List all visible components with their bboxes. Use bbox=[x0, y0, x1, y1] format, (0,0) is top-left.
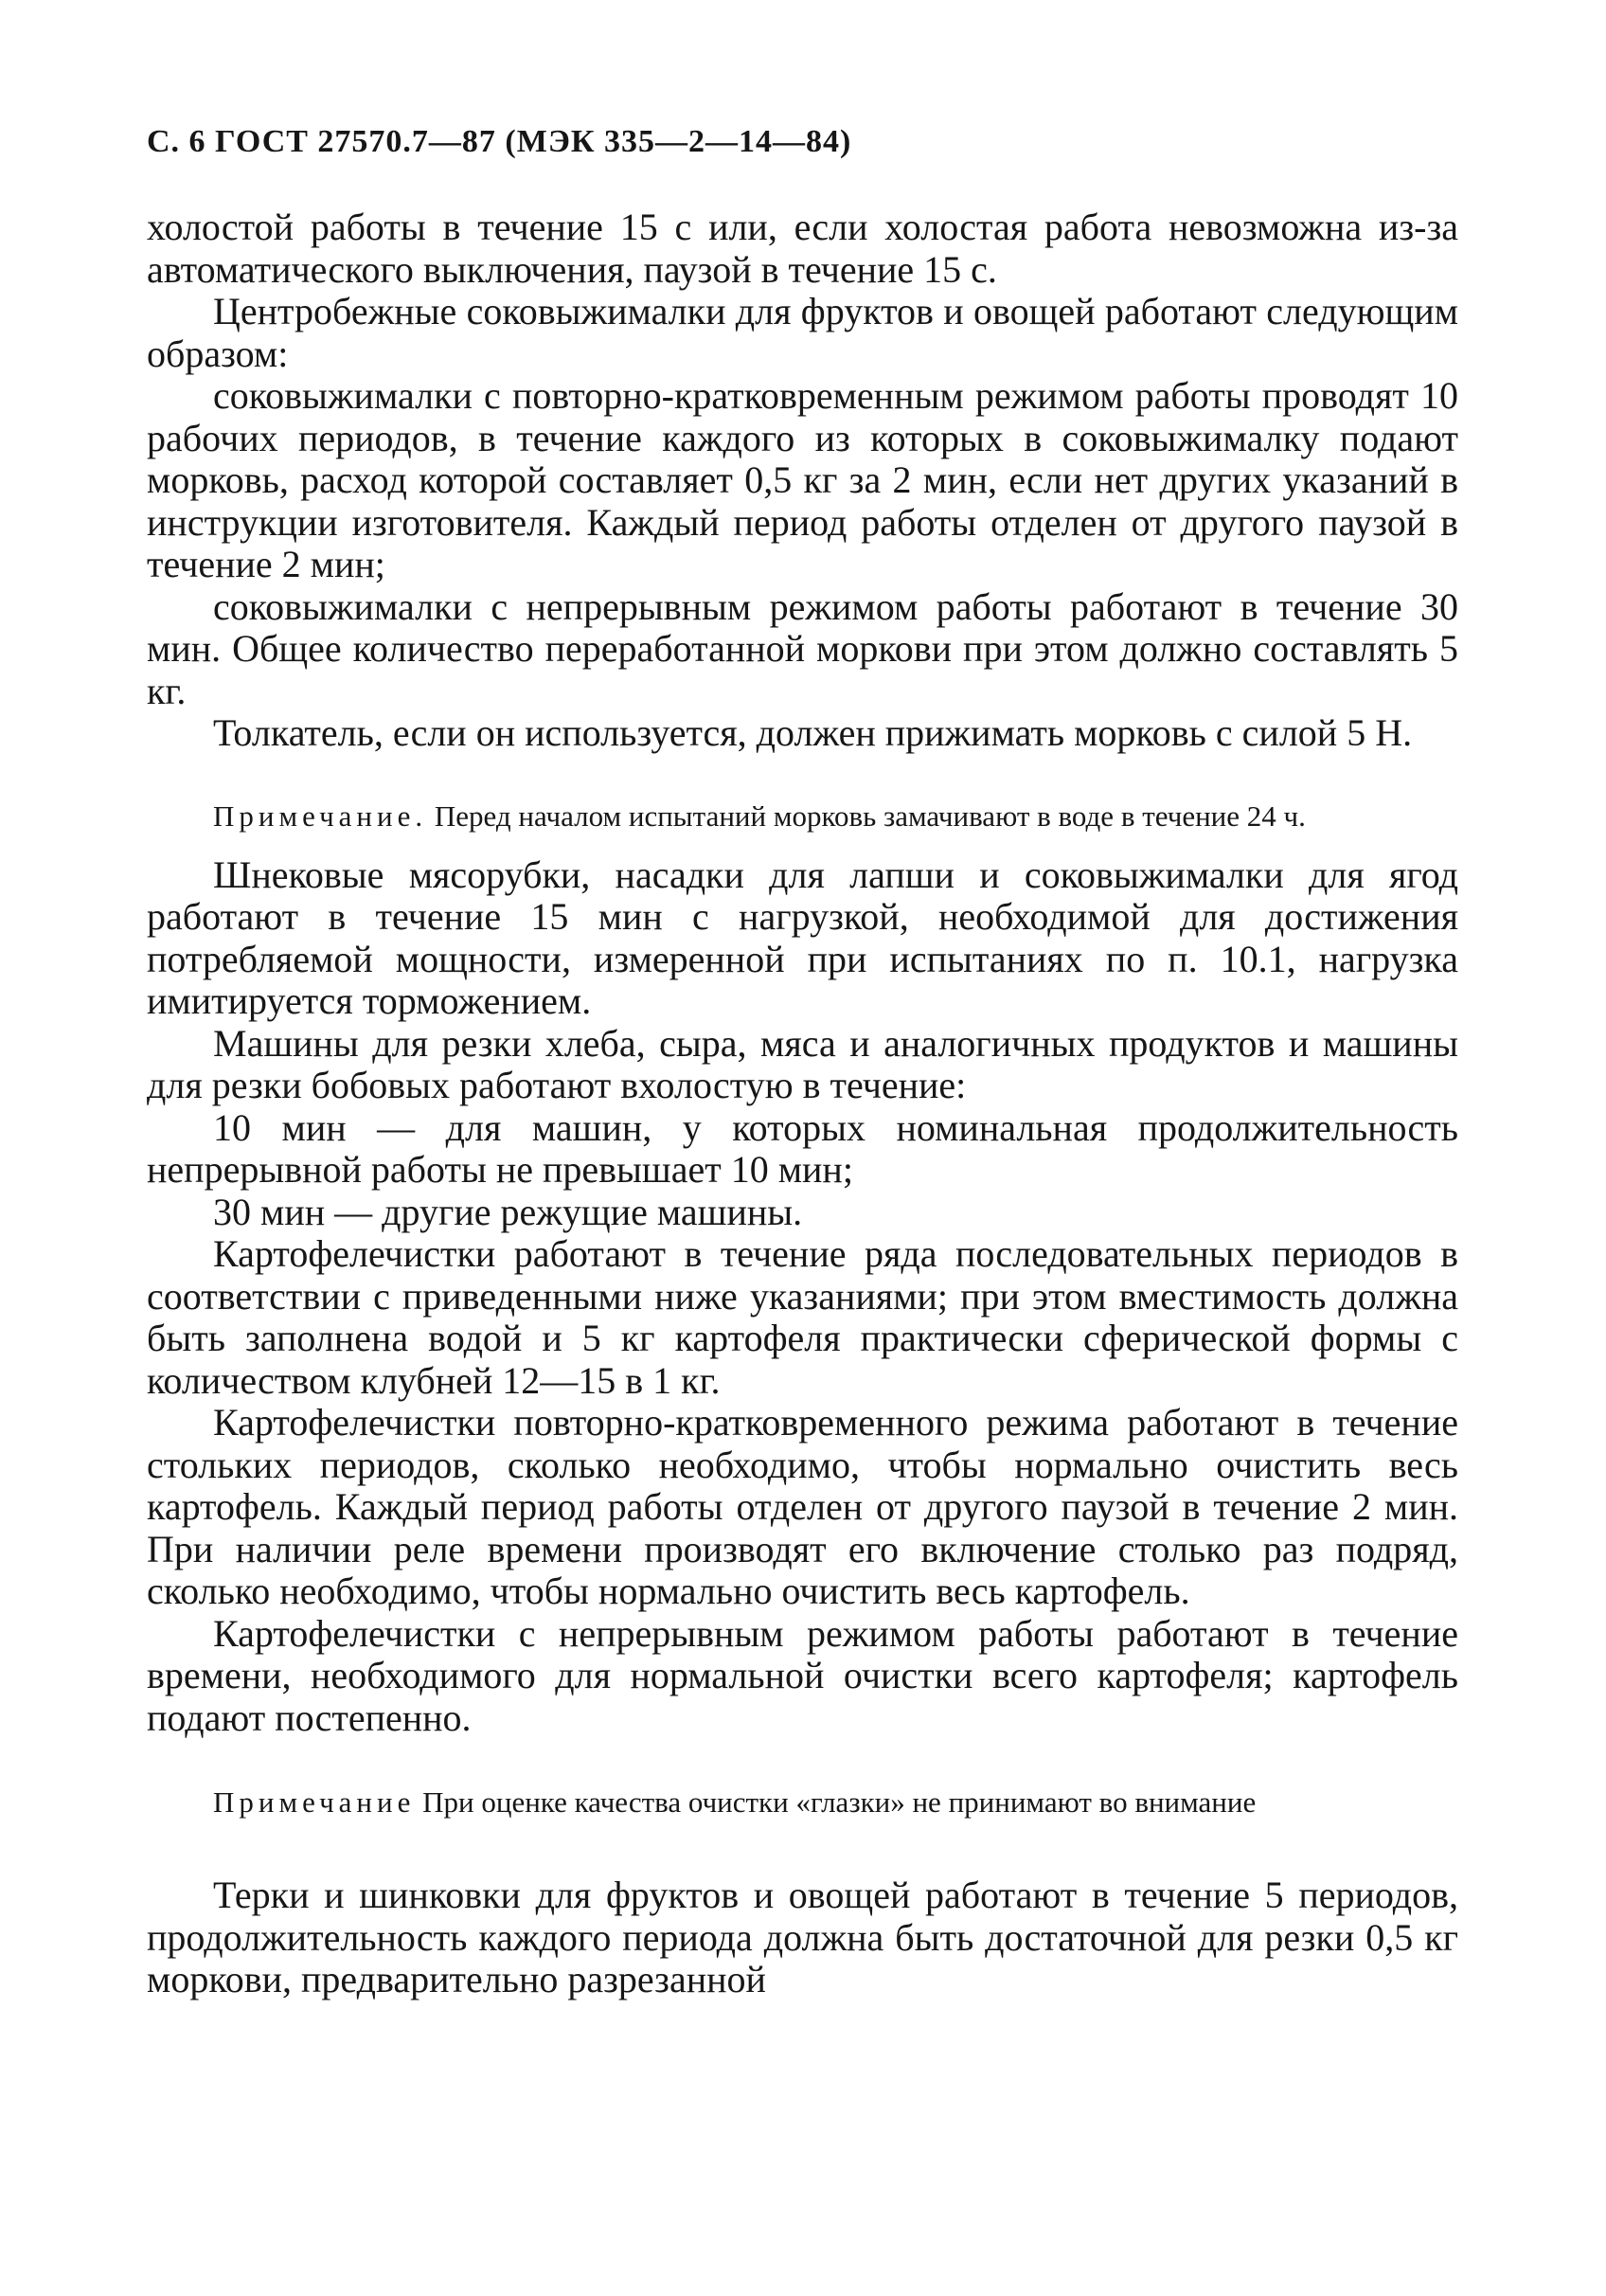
note-carrot-soaking bbox=[147, 798, 1458, 834]
paragraph-screw-mincers: Шнековые мясорубки, насадки для лапши и соковыжималки для ягод работают в течение 15 мин с нагрузкой, необходимой для достижения потребляемой мощности, измеренной при испытаниях по п. 10.1, нагрузка имитируется торможением. bbox=[147, 852, 1458, 1022]
paragraph-pusher: Толкатель, если он используется, должен прижимать морковь с силой 5 Н. bbox=[213, 711, 1413, 754]
paragraph-centrifugal-juicers: Центробежные соковыжималки для фруктов и овощей работают следующим образом: bbox=[147, 290, 1458, 375]
paragraph-continuous-peelers: Картофелечистки с непрерывным режимом работы работают в течение времени, необходимого для нормальной очистки всего картофеля; картофель подают постепенно. bbox=[147, 1611, 1458, 1739]
paragraph-intermittent-juicers: соковыжималки с повторно-кратковременным режимом работы проводят 10 рабочих периодов, в течение каждого из которых в соковыжималку подают морковь, расход которой составляет 0,5 кг за 2 мин, если нет других указаний в инструкции изготовителя. Каждый период работы отделен от другого паузой в течение 2 мин; bbox=[147, 374, 1458, 585]
page-header: С. 6 ГОСТ 27570.7—87 (МЭК 335—2—14—84) bbox=[147, 124, 852, 159]
paragraph-continuation: холостой работы в течение 15 с или, если холостая работа невозможна из-за автоматического выключения, паузой в течение 15 с. bbox=[147, 206, 1458, 291]
paragraph-potato-peelers: Картофелечистки работают в течение ряда последовательных периодов в соответствии с приведенными ниже указаниями; при этом вместимость должна быть заполнена водой и 5 кг картофеля практически сферической формы с количеством клубней 12—15 в 1 кг. bbox=[147, 1232, 1458, 1402]
note-label: Примечание. bbox=[213, 798, 428, 833]
paragraph-30-min: 30 мин — другие режущие машины. bbox=[213, 1190, 803, 1233]
note-label: Примечание bbox=[213, 1785, 416, 1819]
paragraph-graters-shredders: Терки и шинковки для фруктов и овощей работают в течение 5 периодов, продолжительность каждого периода должна быть достаточной для резки 0,5 кг моркови, предварительно разрезанной bbox=[147, 1874, 1458, 2000]
paragraph-10-min: 10 мин — для машин, у которых номинальная продолжительность непрерывной работы не превышает 10 мин; bbox=[147, 1105, 1458, 1191]
paragraph-slicing-machines: Машины для резки хлеба, сыра, мяса и аналогичных продуктов и машины для резки бобовых работают вхолостую в течение: bbox=[147, 1021, 1458, 1106]
note-eyes bbox=[147, 1785, 1458, 1820]
document-page bbox=[147, 123, 1458, 2001]
paragraph-intermittent-peelers: Картофелечистки повторно-кратковременного режима работают в течение стольких периодов, сколько необходимо, чтобы нормально очистить весь картофель. Каждый период работы отделен от другого паузой в течение 2 мин. При наличии реле времени производят его включение столько раз подряд, сколько необходимо, чтобы нормально очистить весь картофель. bbox=[147, 1401, 1458, 1612]
note-text: Перед началом испытаний морковь замачивают в воде в течение 24 ч. bbox=[427, 798, 1306, 833]
paragraph-continuous-juicers: соковыжималки с непрерывным режимом работы работают в течение 30 мин. Общее количество переработанной моркови при этом должно составлять 5 кг. bbox=[147, 584, 1458, 712]
note-text: При оценке качества очистки «глазки» не принимают во внимание bbox=[415, 1785, 1257, 1819]
